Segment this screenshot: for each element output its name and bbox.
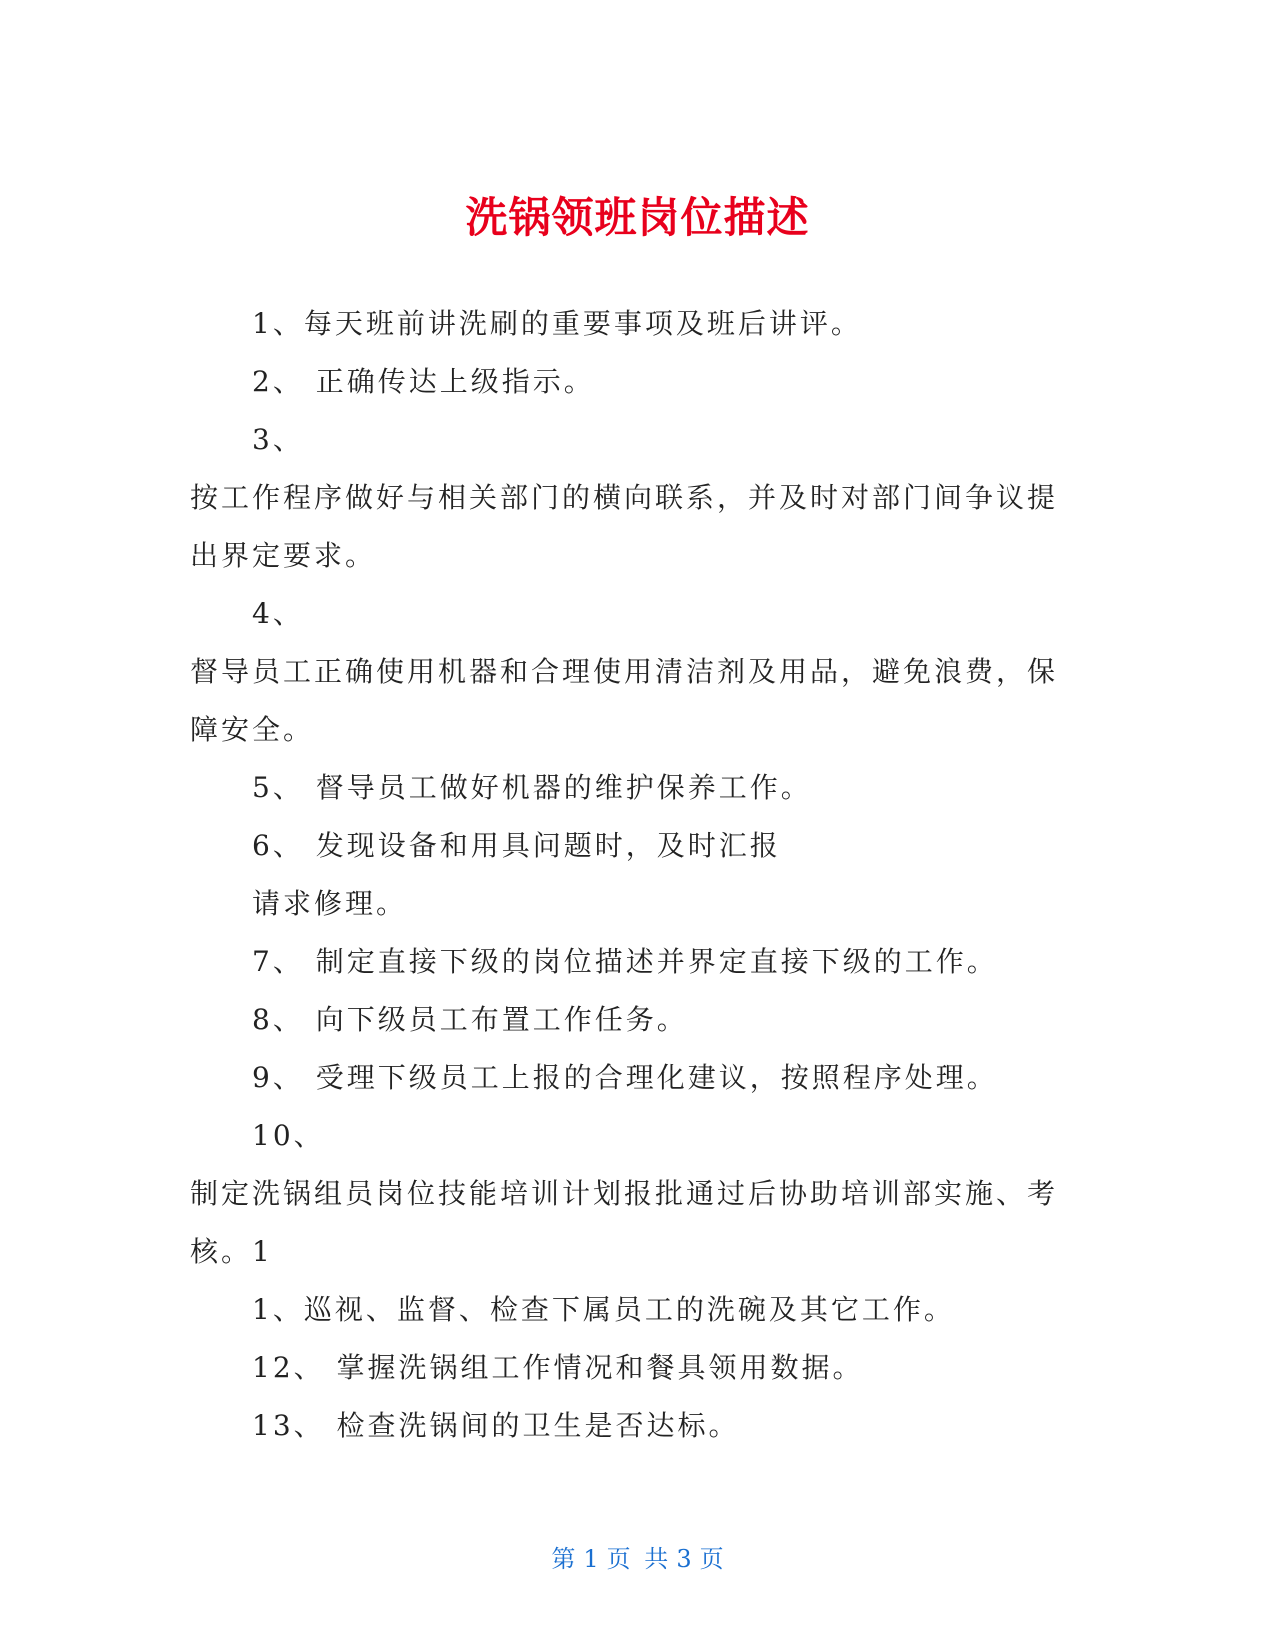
page-prefix: 第 <box>551 1545 576 1573</box>
paragraph-line: 12、 掌握洗锅组工作情况和餐具领用数据。 <box>252 1351 864 1384</box>
total-pages-number: 3 <box>676 1545 692 1573</box>
paragraph-line: 7、 制定直接下级的岗位描述并界定直接下级的工作。 <box>252 945 998 978</box>
paragraph-line: 13、 检查洗锅间的卫生是否达标。 <box>252 1409 740 1442</box>
paragraph-line: 1、巡视、监督、检查下属员工的洗碗及其它工作。 <box>252 1293 955 1326</box>
paragraph-line: 制定洗锅组员岗位技能培训计划报批通过后协助培训部实施、考 <box>190 1177 1059 1210</box>
paragraph-line: 2、 正确传达上级指示。 <box>252 365 595 398</box>
paragraph-line: 请求修理。 <box>252 887 408 920</box>
paragraph-line: 8、 向下级员工布置工作任务。 <box>252 1003 688 1036</box>
paragraph-line: 1、每天班前讲洗刷的重要事项及班后讲评。 <box>252 307 862 340</box>
paragraph-line: 障安全。 <box>190 713 315 746</box>
paragraph-line: 出界定要求。 <box>190 539 377 572</box>
paragraph-line: 9、 受理下级员工上报的合理化建议，按照程序处理。 <box>252 1061 998 1094</box>
page-footer <box>0 1544 1275 1574</box>
current-page-number: 1 <box>583 1545 599 1573</box>
page-suffix: 页 <box>699 1545 724 1573</box>
paragraph-line: 6、 发现设备和用具问题时，及时汇报 <box>252 829 781 862</box>
page-mid-text: 页 共 <box>606 1545 669 1573</box>
paragraph-line: 督导员工正确使用机器和合理使用清洁剂及用品，避免浪费，保 <box>190 655 1059 688</box>
paragraph-line: 按工作程序做好与相关部门的横向联系，并及时对部门间争议提 <box>190 481 1059 514</box>
paragraph-line: 3、 <box>252 423 304 456</box>
page-title: 洗锅领班岗位描述 <box>465 193 810 243</box>
paragraph-line: 核。1 <box>190 1235 273 1268</box>
paragraph-line: 5、 督导员工做好机器的维护保养工作。 <box>252 771 812 804</box>
paragraph-line: 4、 <box>252 597 304 630</box>
paragraph-line: 10、 <box>252 1119 325 1152</box>
